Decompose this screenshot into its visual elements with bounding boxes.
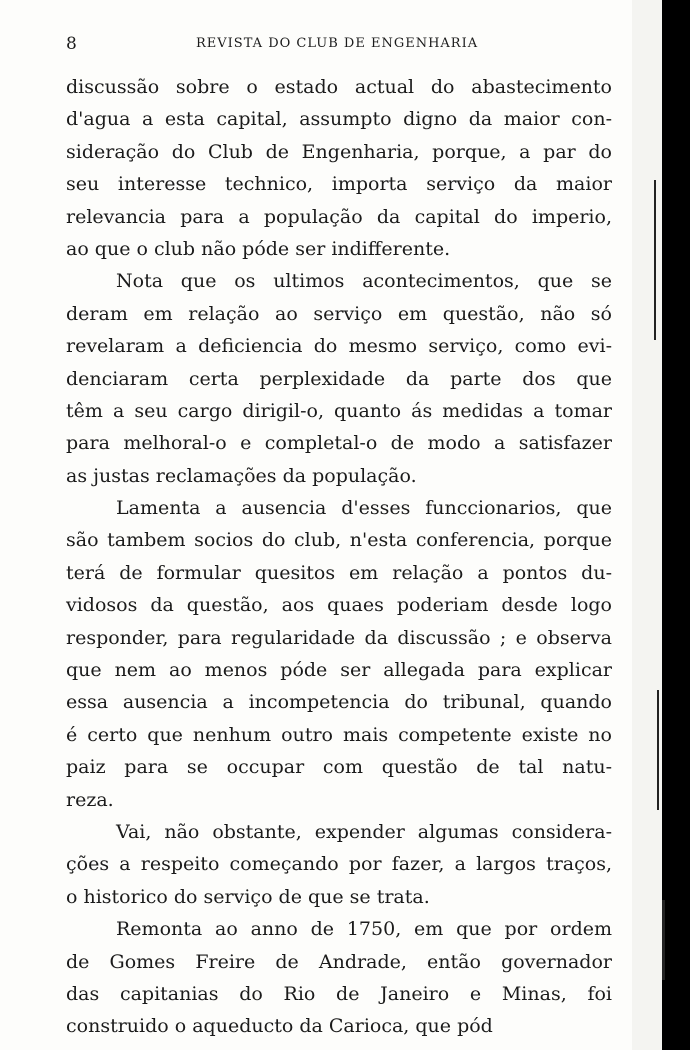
paragraph (66, 492, 612, 816)
text-line: discussão sobre o estado actual do abastecimento (66, 76, 612, 98)
text-line: deram em relação ao serviço em questão, não só (66, 302, 612, 325)
text-line: reza. (66, 788, 114, 811)
text-line: responder, para regularidade da discussão ; e observa (66, 626, 612, 649)
text-line: d'agua a esta capital, assumpto digno da maior con- (66, 108, 612, 131)
paragraph (66, 913, 612, 1043)
page-number: 8 (66, 34, 77, 54)
text-line: essa ausencia a incompetencia do tribunal, quando (66, 691, 612, 714)
text-line: Vai, não obstante, expender algumas considera- (116, 820, 612, 843)
text-line: vidosos da questão, aos quaes poderiam desde logo (66, 594, 612, 617)
text-line: paiz para se occupar com questão de tal natu- (66, 756, 612, 779)
paragraph (66, 816, 612, 913)
text-line: as justas reclamações da população. (66, 464, 417, 487)
scan-artifact (654, 180, 656, 340)
text-line: têm a seu cargo dirigil-o, quanto ás medidas a tomar (66, 399, 612, 422)
scan-artifact (662, 900, 665, 980)
text-line: seu interesse technico, importa serviço da maior (66, 173, 612, 196)
text-line: para melhoral-o e completal-o de modo a satisfazer (66, 432, 612, 455)
text-line: são tambem socios do club, n'esta conferencia, porque (66, 529, 612, 552)
text-line: é certo que nenhum outro mais competente existe no (66, 723, 612, 746)
text-line: das capitanias do Rio de Janeiro e Minas, foi (66, 982, 612, 1005)
paragraph (66, 71, 612, 265)
text-line: construido o aqueducto da Carioca, que pód (66, 1015, 493, 1038)
running-title: REVISTA DO CLUB DE ENGENHARIA (196, 36, 479, 51)
page-header (66, 34, 612, 54)
text-line: relevancia para a população da capital do imperio, (66, 205, 612, 228)
text-line: revelaram a deficiencia do mesmo serviço, como evi- (66, 335, 612, 358)
paragraph (66, 265, 612, 492)
text-line: de Gomes Freire de Andrade, então governador (66, 950, 612, 973)
text-line: denciaram certa perplexidade da parte dos que (66, 367, 612, 390)
text-line: Nota que os ultimos acontecimentos, que se (116, 270, 612, 293)
text-line: terá de formular quesitos em relação a pontos du- (66, 561, 612, 584)
body-text (66, 71, 612, 1043)
text-line: ao que o club não póde ser indifferente. (66, 237, 451, 260)
text-line: que nem ao menos póde ser allegada para explicar (66, 659, 612, 682)
text-line: ções a respeito começando por fazer, a largos traços, (66, 853, 612, 876)
text-line: o historico do serviço de que se trata. (66, 885, 430, 908)
text-line: sideração do Club de Engenharia, porque, a par do (66, 140, 612, 163)
text-line: Remonta ao anno de 1750, em que por ordem (116, 918, 612, 941)
text-line: Lamenta a ausencia d'esses funccionarios, que (116, 497, 612, 520)
scanned-page-edge (632, 0, 662, 1050)
scan-artifact (657, 690, 659, 810)
